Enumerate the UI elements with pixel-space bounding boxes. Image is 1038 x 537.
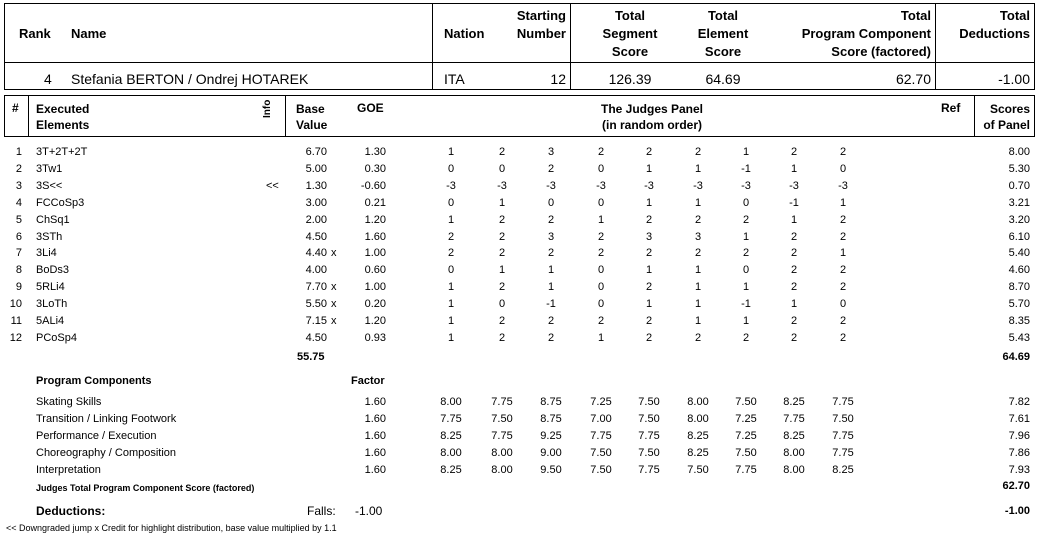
elements-base-total: 55.75	[297, 351, 325, 363]
element-number: 2	[15, 162, 22, 175]
num-header: #	[12, 101, 19, 115]
component-name: Skating Skills	[36, 396, 102, 408]
judge-score: 8.75	[540, 413, 562, 426]
judge-score: 7.75	[440, 413, 462, 426]
judge-score: 7.50	[638, 396, 660, 408]
component-name: Interpretation	[36, 464, 101, 477]
element-panel-score: 4.60	[1008, 264, 1030, 277]
element-number: 10	[9, 298, 22, 311]
element-name: 5RLi4	[36, 281, 65, 294]
judge-score: 8.25	[832, 464, 854, 477]
judge-score: 1	[597, 331, 605, 344]
element-base-value: 1.30	[305, 179, 327, 192]
judge-score: 7.75	[735, 464, 757, 477]
component-panel-score: 7.82	[1008, 396, 1030, 408]
judge-score: 7.50	[832, 413, 854, 426]
judge-score: -3	[693, 179, 703, 192]
judge-score: -3	[644, 179, 654, 192]
judge-score: 2	[498, 230, 506, 243]
component-name: Choreography / Composition	[36, 447, 177, 460]
element-name: 5ALi4	[36, 315, 65, 327]
judge-score: 2	[694, 213, 702, 226]
judge-score: 2	[742, 247, 750, 260]
component-panel-score: 7.96	[1008, 430, 1030, 443]
element-goe: 1.30	[364, 146, 386, 158]
judge-score: 2	[597, 146, 605, 158]
judge-score: 7.50	[687, 464, 709, 477]
judge-score: 2	[790, 315, 798, 327]
element-number: 7	[15, 247, 22, 260]
element-panel-score: 8.70	[1008, 281, 1030, 294]
judge-score: 1	[447, 213, 455, 226]
deductions-header: Total Deductions	[959, 8, 1030, 41]
judge-score: 1	[694, 162, 702, 175]
judge-score: 1	[547, 264, 555, 277]
element-number: 8	[15, 264, 22, 277]
element-goe: 0.60	[364, 264, 386, 277]
element-info: <<	[266, 179, 279, 192]
judge-score: 7.75	[783, 413, 805, 426]
judge-score: 7.50	[590, 447, 612, 460]
judge-score: 1	[498, 264, 506, 277]
judge-score: 8.00	[687, 413, 709, 426]
judge-score: 1	[645, 298, 653, 311]
judge-score: 2	[839, 230, 847, 243]
judge-score: 2	[645, 331, 653, 344]
judge-score: 1	[742, 281, 750, 294]
judge-score: -1	[789, 196, 799, 209]
judge-score: 8.75	[540, 396, 562, 408]
judge-score: -3	[789, 179, 799, 192]
judge-score: 2	[547, 331, 555, 344]
element-bonus-mark: x	[331, 298, 337, 311]
element-base-value: 7.15	[305, 315, 327, 327]
element-number: 12	[9, 331, 22, 344]
element-score-header: Total Element Score	[697, 8, 749, 59]
judge-score: 8.00	[440, 447, 462, 460]
scores-of-panel-header: Scores of Panel	[983, 102, 1030, 132]
element-goe: 1.20	[364, 213, 386, 226]
judge-score: 1	[694, 264, 702, 277]
component-panel-score: 7.86	[1008, 447, 1030, 460]
element-name: 3T+2T+2T	[36, 146, 88, 158]
falls-value: -1.00	[355, 504, 383, 518]
nation-header: Nation	[444, 26, 485, 41]
judge-score: 2	[597, 230, 605, 243]
judge-score: 8.00	[440, 396, 462, 408]
element-panel-score: 5.43	[1008, 331, 1030, 344]
element-panel-score: 5.40	[1008, 247, 1030, 260]
judge-score: 0	[597, 281, 605, 294]
element-goe: 1.00	[364, 281, 386, 294]
segment-score-header: Total Segment Score	[602, 8, 658, 59]
element-base-value: 3.00	[305, 196, 327, 209]
judge-score: 2	[447, 247, 455, 260]
judge-score: 0	[597, 298, 605, 311]
deductions-label: Deductions:	[36, 504, 106, 518]
judge-score: 7.50	[638, 413, 660, 426]
judge-score: 1	[645, 264, 653, 277]
skater-starting-number: 12	[550, 71, 566, 87]
judge-score: 7.75	[491, 396, 513, 408]
judge-score: 3	[547, 146, 555, 158]
judge-score: 8.00	[783, 447, 805, 460]
judge-score: 2	[498, 315, 506, 327]
component-factor: 1.60	[364, 413, 386, 426]
element-number: 1	[15, 146, 22, 158]
judge-score: 3	[645, 230, 653, 243]
judge-score: 2	[547, 162, 555, 175]
judge-score: 2	[547, 213, 555, 226]
judge-score: 7.00	[590, 413, 612, 426]
judge-score: 7.50	[491, 413, 513, 426]
element-panel-score: 8.00	[1008, 146, 1030, 158]
judge-score: 2	[597, 247, 605, 260]
element-panel-score: 3.20	[1008, 213, 1030, 226]
judge-score: 2	[694, 331, 702, 344]
judge-score: 7.50	[638, 447, 660, 460]
component-factor: 1.60	[364, 430, 386, 443]
judge-score: 2	[547, 247, 555, 260]
judge-score: -1	[741, 298, 751, 311]
judge-score: 2	[790, 247, 798, 260]
element-panel-score: 5.70	[1008, 298, 1030, 311]
judge-score: 7.75	[590, 430, 612, 443]
element-bonus-mark: x	[331, 247, 337, 260]
judge-score: 1	[694, 281, 702, 294]
judge-score: 2	[645, 315, 653, 327]
judge-score: 0	[447, 162, 455, 175]
judge-score: 7.50	[735, 447, 757, 460]
judge-score: 7.25	[735, 413, 757, 426]
judge-score: -3	[838, 179, 848, 192]
judge-score: 2	[498, 281, 506, 294]
judge-score: 2	[790, 331, 798, 344]
judge-score: -3	[741, 179, 751, 192]
element-base-value: 4.50	[305, 230, 327, 243]
judge-score: 1	[790, 298, 798, 311]
falls-label: Falls:	[307, 504, 336, 518]
element-bonus-mark: x	[331, 315, 337, 327]
element-name: 3Tw1	[36, 162, 63, 175]
judge-score: 2	[498, 247, 506, 260]
judge-score: 2	[645, 281, 653, 294]
judge-score: 8.00	[491, 464, 513, 477]
judge-score: 1	[447, 331, 455, 344]
judge-score: 0	[547, 196, 555, 209]
elements-header-box	[4, 95, 1035, 137]
judge-score: 8.25	[783, 430, 805, 443]
judge-score: 8.25	[440, 464, 462, 477]
element-goe: 0.30	[364, 162, 386, 175]
element-goe: 1.20	[364, 315, 386, 327]
element-panel-score: 0.70	[1008, 179, 1030, 192]
judge-score: 2	[498, 146, 506, 158]
judge-score: 2	[790, 146, 798, 158]
judge-score: 1	[447, 146, 455, 158]
judge-score: 2	[547, 315, 555, 327]
judge-score: 7.75	[638, 430, 660, 443]
name-header: Name	[71, 26, 107, 41]
skater-element-score: 64.69	[705, 71, 741, 87]
judges-panel-header: The Judges Panel (in random order)	[600, 102, 704, 132]
judge-score: 7.75	[832, 396, 854, 408]
judge-score: 1	[742, 315, 750, 327]
judge-score: 1	[742, 146, 750, 158]
element-panel-score: 8.35	[1008, 315, 1030, 327]
judge-score: 2	[694, 146, 702, 158]
judge-score: 7.75	[638, 464, 660, 477]
judge-score: 1	[547, 281, 555, 294]
judge-score: 1	[645, 162, 653, 175]
judge-score: 8.25	[687, 447, 709, 460]
judge-score: 8.00	[687, 396, 709, 408]
judge-score: -3	[596, 179, 606, 192]
judge-score: -3	[546, 179, 556, 192]
info-header: Info	[262, 99, 273, 118]
component-factor: 1.60	[364, 464, 386, 477]
component-factor: 1.60	[364, 447, 386, 460]
judge-score: 1	[597, 213, 605, 226]
judge-score: 0	[498, 298, 506, 311]
skater-rank: 4	[44, 71, 52, 87]
judge-score: 1	[839, 196, 847, 209]
judge-score: 1	[447, 315, 455, 327]
judge-score: 0	[597, 264, 605, 277]
judge-score: 9.25	[540, 430, 562, 443]
element-name: FCCoSp3	[36, 196, 85, 209]
element-base-value: 6.70	[305, 146, 327, 158]
judge-score: 2	[742, 331, 750, 344]
judge-score: 1	[447, 281, 455, 294]
judge-score: 8.00	[491, 447, 513, 460]
judge-score: 2	[498, 213, 506, 226]
skater-nation: ITA	[444, 71, 465, 87]
judge-score: 1	[447, 298, 455, 311]
judge-score: -1	[546, 298, 556, 311]
element-name: ChSq1	[36, 213, 70, 226]
skater-pcs: 62.70	[895, 71, 931, 87]
judge-score: 0	[742, 196, 750, 209]
judge-score: 2	[839, 146, 847, 158]
element-number: 5	[15, 213, 22, 226]
judge-score: 2	[839, 281, 847, 294]
element-goe: 0.20	[364, 298, 386, 311]
element-goe: 1.60	[364, 230, 386, 243]
judge-score: 2	[742, 213, 750, 226]
judge-score: 2	[645, 213, 653, 226]
element-number: 11	[10, 315, 22, 327]
element-goe: -0.60	[360, 179, 386, 192]
judge-score: 1	[790, 213, 798, 226]
element-name: 3STh	[36, 230, 63, 243]
judges-total-label: Judges Total Program Component Score (factored)	[36, 483, 255, 493]
judge-score: 2	[790, 281, 798, 294]
element-panel-score: 3.21	[1008, 196, 1030, 209]
element-name: PCoSp4	[36, 331, 77, 344]
judge-score: 0	[597, 162, 605, 175]
judge-score: 8.00	[783, 464, 805, 477]
skater-segment-score: 126.39	[608, 71, 652, 87]
component-panel-score: 7.93	[1008, 464, 1030, 477]
judge-score: 0	[839, 162, 847, 175]
element-number: 4	[15, 196, 22, 209]
judge-score: 8.25	[783, 396, 805, 408]
element-number: 9	[15, 281, 22, 294]
judge-score: 2	[790, 264, 798, 277]
factor-header: Factor	[351, 375, 385, 387]
judge-score: 2	[839, 213, 847, 226]
judges-total-score: 62.70	[1002, 480, 1030, 492]
rank-header: Rank	[19, 26, 51, 41]
judge-score: -1	[741, 162, 751, 175]
judge-score: 2	[447, 230, 455, 243]
judge-score: 2	[694, 247, 702, 260]
judge-score: 8.25	[440, 430, 462, 443]
judge-score: -3	[497, 179, 507, 192]
component-factor: 1.60	[364, 396, 386, 408]
judge-score: 1	[645, 196, 653, 209]
judge-score: 0	[839, 298, 847, 311]
components-title: Program Components	[36, 375, 152, 387]
judge-score: -3	[446, 179, 456, 192]
element-panel-score: 5.30	[1008, 162, 1030, 175]
pcs-header: Total Program Component Score (factored)	[801, 8, 931, 59]
judge-score: 2	[645, 146, 653, 158]
deductions-total: -1.00	[1004, 505, 1030, 517]
base-value-header: Base Value	[296, 102, 328, 132]
element-name: 3LoTh	[36, 298, 68, 311]
element-name: BoDs3	[36, 264, 70, 277]
judge-score: 2	[839, 264, 847, 277]
judge-score: 1	[742, 230, 750, 243]
element-goe: 0.93	[364, 331, 386, 344]
judge-score: 1	[839, 247, 847, 260]
judge-score: 9.00	[540, 447, 562, 460]
judge-score: 7.25	[735, 430, 757, 443]
element-name: 3S<<	[36, 179, 63, 192]
judge-score: 3	[547, 230, 555, 243]
element-name: 3Li4	[36, 247, 57, 260]
component-name: Performance / Execution	[36, 430, 157, 443]
element-base-value: 4.40	[305, 247, 327, 260]
element-base-value: 5.50	[305, 298, 327, 311]
component-panel-score: 7.61	[1008, 413, 1030, 426]
element-number: 6	[15, 230, 22, 243]
judge-score: 1	[790, 162, 798, 175]
skater-name: Stefania BERTON / Ondrej HOTAREK	[71, 71, 309, 87]
executed-elements-header: Executed Elements	[36, 102, 90, 132]
element-goe: 0.21	[364, 196, 386, 209]
judge-score: 1	[694, 298, 702, 311]
element-number: 3	[15, 179, 22, 192]
judge-score: 7.50	[590, 464, 612, 477]
judge-score: 3	[694, 230, 702, 243]
judge-score: 0	[498, 162, 506, 175]
component-name: Transition / Linking Footwork	[36, 413, 177, 426]
judge-score: 7.75	[491, 430, 513, 443]
judge-score: 0	[447, 196, 455, 209]
judge-score: 7.25	[590, 396, 612, 408]
judge-score: 9.50	[540, 464, 562, 477]
element-bonus-mark: x	[331, 281, 337, 294]
skater-deductions: -1.00	[998, 71, 1030, 87]
judge-score: 7.75	[832, 430, 854, 443]
element-goe: 1.00	[364, 247, 386, 260]
element-base-value: 5.00	[305, 162, 327, 175]
judge-score: 1	[694, 196, 702, 209]
judge-score: 2	[839, 315, 847, 327]
element-base-value: 7.70	[305, 281, 327, 294]
judge-score: 7.50	[735, 396, 757, 408]
starting-number-header: Starting Number	[516, 8, 566, 41]
judge-score: 2	[498, 331, 506, 344]
judge-score: 7.75	[832, 447, 854, 460]
judge-score: 8.25	[687, 430, 709, 443]
goe-header: GOE	[357, 101, 384, 115]
judge-score: 2	[839, 331, 847, 344]
ref-header: Ref	[941, 101, 961, 115]
judge-score: 2	[645, 247, 653, 260]
element-base-value: 4.00	[305, 264, 327, 277]
element-base-value: 2.00	[305, 213, 327, 226]
judge-score: 0	[742, 264, 750, 277]
judge-score: 2	[597, 315, 605, 327]
judge-score: 2	[790, 230, 798, 243]
judge-score: 1	[694, 315, 702, 327]
judge-score: 0	[447, 264, 455, 277]
elements-score-total: 64.69	[1002, 351, 1030, 363]
judge-score: 1	[498, 196, 506, 209]
element-panel-score: 6.10	[1008, 230, 1030, 243]
judge-score: 0	[597, 196, 605, 209]
footnote: << Downgraded jump x Credit for highlight distribution, base value multiplied by 1.1	[6, 523, 337, 533]
element-base-value: 4.50	[305, 331, 327, 344]
